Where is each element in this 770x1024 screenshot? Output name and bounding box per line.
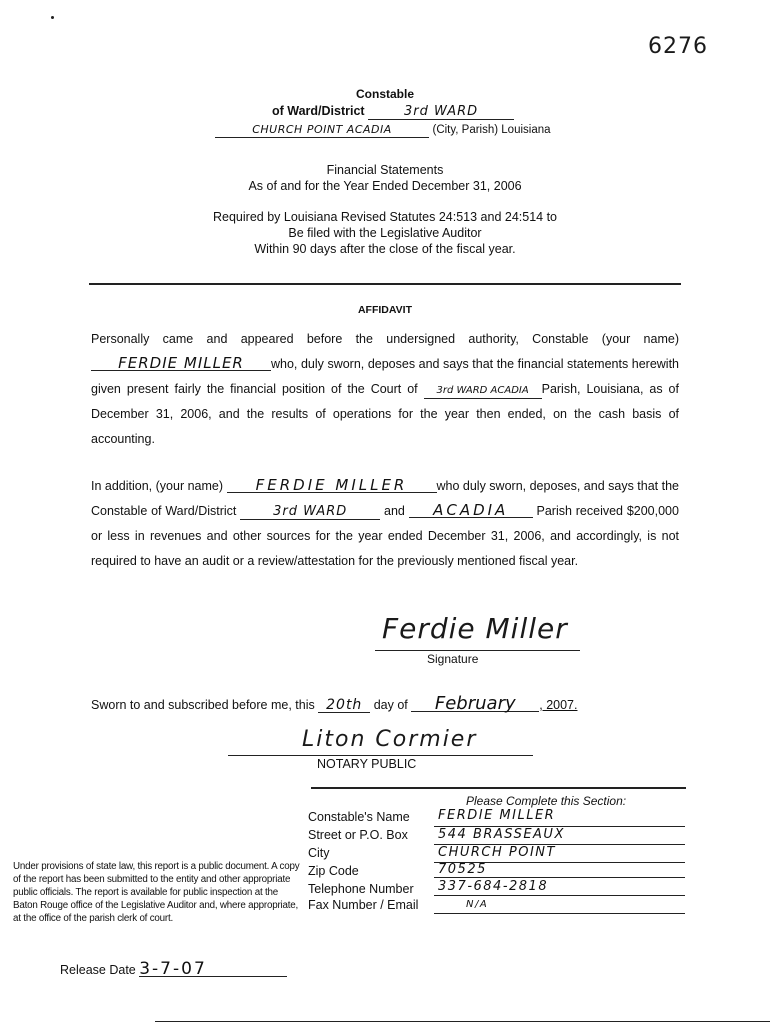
document-number: 6276 (648, 34, 708, 59)
form-label-fax: Fax Number / Email (308, 898, 419, 912)
constable-label: Constable (356, 87, 415, 101)
release-date-line (60, 959, 287, 979)
notary-signature: Liton Cormier (302, 727, 478, 752)
affidavit-title: AFFIDAVIT (357, 304, 413, 316)
p2-name-handwritten: FERDIE MILLER (227, 478, 437, 493)
p2-ward-handwritten: 3rd WARD (240, 505, 380, 520)
signature-label: Signature (427, 652, 479, 666)
affidavit-paragraph-1 (91, 327, 679, 452)
scan-speck (51, 16, 54, 19)
p2-text-and: and (384, 504, 405, 518)
location-line (215, 122, 551, 138)
divider-bottom (311, 787, 686, 789)
signature-line (375, 650, 580, 651)
fs-title: Financial Statements (326, 163, 444, 177)
fs-period: As of and for the Year Ended December 31, 2006 (248, 179, 522, 193)
location-handwritten: CHURCH POINT ACADIA (215, 123, 429, 138)
notary-line (228, 755, 533, 756)
p1-text-a: Personally came and appeared before the undersigned authority, Constable (your name) (91, 332, 679, 346)
affidavit-paragraph-2 (91, 474, 679, 574)
form-label-street: Street or P.O. Box (308, 828, 408, 842)
form-label-zip: Zip Code (308, 864, 359, 878)
form-value-name: FERDIE MILLER (438, 808, 556, 823)
form-label-name: Constable's Name (308, 810, 410, 824)
requirement-line-1: Required by Louisiana Revised Statutes 24:513 and 24:514 to (213, 210, 557, 224)
form-value-street: 544 BRASSEAUX (438, 827, 565, 842)
p1-text-b: who, duly sworn, deposes and says that the financial statements herewith given present fairly the financial position of the Court of (91, 357, 679, 396)
sworn-prefix: Sworn to and subscribed before me, this (91, 698, 315, 712)
form-line-zip (434, 877, 685, 878)
form-value-city: CHURCH POINT (438, 845, 556, 860)
public-document-note: Under provisions of state law, this report is a public document. A copy of the report has been submitted to the entity and other appropriate public officials. The report is available for public inspection at the Baton Rouge office of the Legislative Auditor and, where appropriate, at the office of the parish clerk of court. (13, 861, 300, 924)
sworn-day-handwritten: 20th (318, 698, 370, 713)
p1-text-c: Parish, Louisiana, as of December 31, 2006, and the results of operations for the year then ended, on the cash basis of accounting. (91, 382, 679, 446)
p2-text-c: Parish received $200,000 or less in revenues and other sources for the year ended December 31, 2006, and accordingly, is not required to have an audit or a review/attestation for the previously mentioned fiscal year. (91, 504, 679, 568)
sworn-year: , 2007. (539, 698, 578, 712)
ward-prefix: of Ward/District (272, 104, 365, 118)
sworn-line (91, 693, 578, 714)
form-value-fax: N/A (466, 899, 489, 910)
form-value-zip: 70525 (438, 862, 487, 877)
p2-parish-handwritten: ACADIA (409, 503, 533, 518)
form-heading: Please Complete this Section: (466, 794, 627, 808)
p2-text-b: who duly sworn, deposes, and says that the Constable of Ward/District (91, 479, 680, 518)
form-line-phone (434, 895, 685, 896)
p1-name-handwritten: FERDIE MILLER (91, 356, 271, 371)
form-line-fax (434, 913, 685, 914)
release-date-label: Release Date (60, 963, 136, 977)
divider-top (89, 283, 681, 285)
p1-court-handwritten: 3rd WARD ACADIA (424, 384, 542, 399)
sworn-day-of: day of (373, 698, 408, 712)
requirement-line-3: Within 90 days after the close of the fiscal year. (254, 242, 516, 256)
page-bottom-edge (155, 1021, 770, 1022)
ward-handwritten: 3rd WARD (368, 105, 514, 120)
notary-label: NOTARY PUBLIC (317, 757, 417, 771)
ward-line (272, 104, 514, 120)
location-suffix: (City, Parish) Louisiana (432, 124, 551, 136)
requirement-line-2: Be filed with the Legislative Auditor (288, 226, 482, 240)
constable-signature: Ferdie Miller (382, 612, 568, 645)
form-value-phone: 337-684-2818 (438, 879, 549, 894)
release-date-handwritten: 3-7-07 (139, 962, 287, 977)
p2-text-a: In addition, (your name) (91, 479, 224, 493)
sworn-month-handwritten: February (411, 697, 539, 712)
form-label-city: City (308, 846, 330, 860)
form-label-phone: Telephone Number (308, 882, 414, 896)
